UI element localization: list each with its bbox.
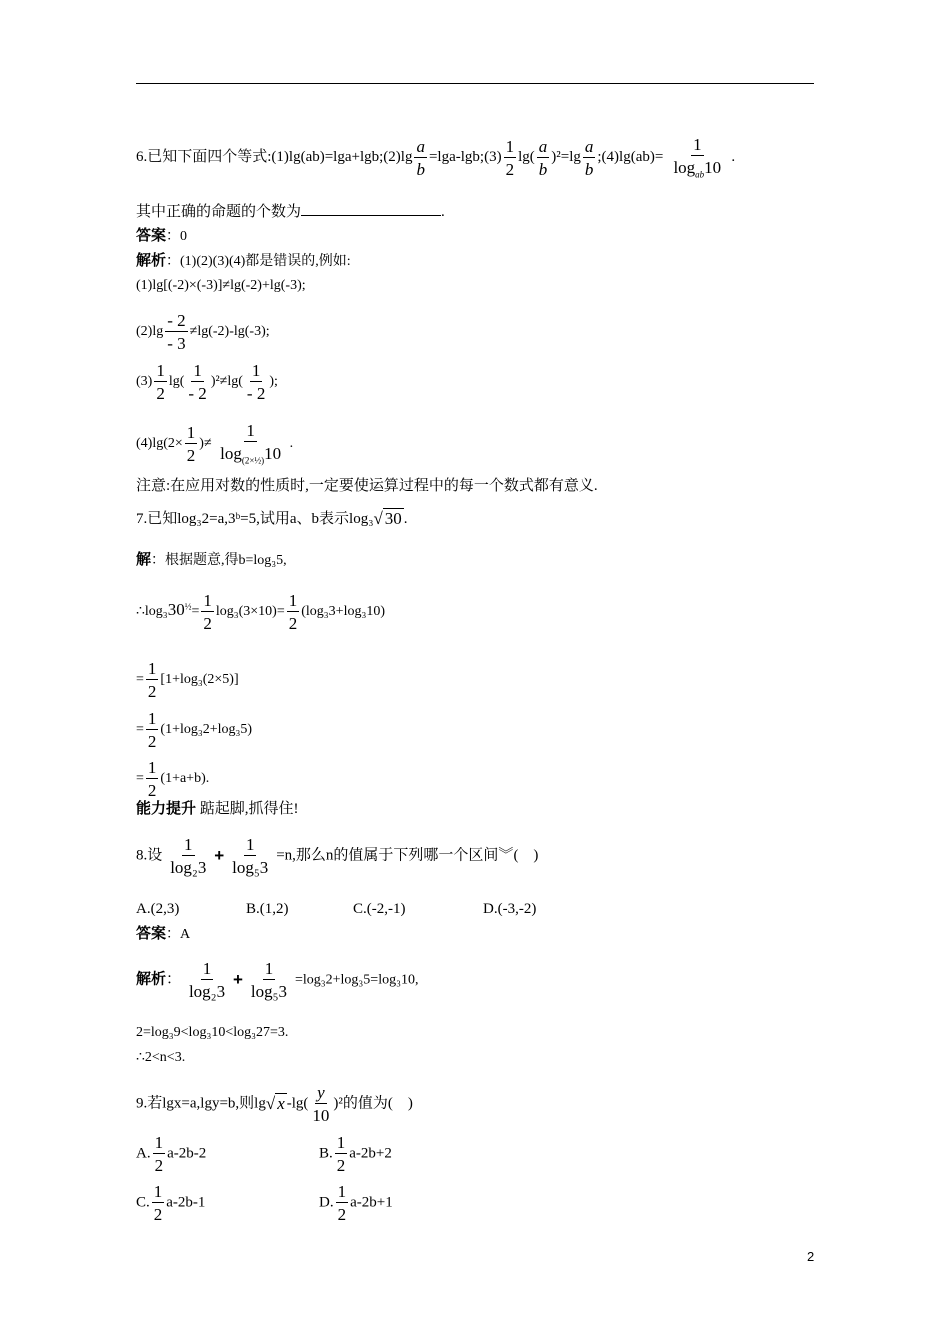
- q8-option-b[interactable]: B.(1,2): [246, 901, 289, 917]
- q8-option-a[interactable]: A.(2,3): [136, 901, 180, 917]
- sqrt-x: √ x: [265, 1093, 285, 1113]
- q6-analysis: 解析：(1)(2)(3)(4)都是错误的,例如:: [136, 252, 351, 269]
- fraction-a-over-b: $\frac{a}{b}$: [416, 136, 425, 179]
- q6-note: 注意:在应用对数的性质时,一定要使运算过程中的每一个数式都有意义.: [136, 478, 598, 494]
- q9-stem: 9.若lgx=a,lgy=b,则lg√ x -lg( $\frac{y}{10}$ )²的值为( ): [136, 1083, 413, 1125]
- q8-option-c[interactable]: C.(-2,-1): [353, 901, 406, 917]
- q6-example-3: (3) $\frac{1}{2}$ lg( $\frac{1}{- 2}$ )²≠lg( $\frac{1}{- 2}$ );: [136, 361, 278, 403]
- q8-option-d[interactable]: D.(-3,-2): [483, 901, 537, 917]
- answer-blank[interactable]: [301, 201, 441, 216]
- page-number: 2: [807, 1249, 815, 1264]
- q6-example-1: (1)lg[(-2)×(-3)]≠lg(-2)+lg(-3);: [136, 278, 306, 293]
- q9-option-a[interactable]: A. $\frac{1}{2}$ a-2b-2: [136, 1133, 207, 1175]
- fraction-a-over-b: $\frac{a}{b}$: [538, 136, 548, 179]
- q6-example-2: (2)lg $\frac{- 2}{- 3}$ ≠lg(-2)-lg(-3);: [136, 311, 270, 353]
- header-rule: [136, 83, 814, 84]
- q7-line-3: = $\frac{1}{2}$ (1+log₃2+log₃5): [136, 709, 253, 751]
- q6-answer: 答案：0: [136, 227, 188, 244]
- q6-ask: 其中正确的命题的个数为 .: [136, 201, 445, 222]
- q8-answer: 答案：A: [136, 925, 191, 942]
- sqrt-30: √ 30: [373, 509, 402, 529]
- q9-option-d[interactable]: D. $\frac{1}{2}$ a-2b+1: [319, 1182, 393, 1224]
- q7-solution: 解：根据题意,得b=log₃5,: [136, 551, 287, 568]
- q8-analysis-line-2: 2=log₃9<log₃10<log₃27=3.: [136, 1025, 289, 1040]
- fraction-a-over-b: $\frac{a}{b}$: [584, 136, 594, 179]
- q7-line-1: $\therefore\log_330^{\frac{1}{2}}=$ $\frac{1}{2}$ log₃(3×10)= $\frac{1}{2}$ (log₃3+log₃10): [136, 591, 385, 633]
- q6-example-4: (4)lg(2× $\frac{1}{2}$ )≠ $\frac{1}{\log_{(2\times\frac{1}{2})}10}$ .: [136, 421, 294, 466]
- q8-analysis: 解析： $\frac{1}{\text{log₂3}}$ + $\frac{1}{\text{log₅3}}$ =log₃2+log₃5=log₃10,: [136, 959, 419, 1001]
- fraction-half: $\frac{1}{2}$: [505, 136, 515, 179]
- section-heading: 能力提升 踮起脚,抓得住!: [136, 800, 299, 817]
- q9-option-b[interactable]: B. $\frac{1}{2}$ a-2b+2: [319, 1133, 392, 1175]
- pen-icon: ︾: [498, 847, 514, 864]
- fraction-one-over-log: $\frac{1}{\log_{ab}10}$: [673, 135, 722, 180]
- q7-stem: 7.已知log₃2=a,3ᵇ=5,试用a、b表示log₃√ 30 .: [136, 509, 408, 529]
- q8-stem: 8.设 $\frac{1}{\text{log₂3}}$ + $\frac{1}{\text{log₅3}}$ =n,那么n的值属于下列哪一个区间︾( ): [136, 835, 539, 877]
- q7-line-2: = $\frac{1}{2}$ [1+log₃(2×5)]: [136, 659, 239, 701]
- q8-analysis-line-3: ∴2<n<3.: [136, 1050, 186, 1065]
- q9-option-c[interactable]: C. $\frac{1}{2}$ a-2b-1: [136, 1182, 206, 1224]
- q6-stem: 6.已知下面四个等式:(1)lg(ab)=lga+lgb;(2)lg $\frac{a}{b}$ =lga-lgb;(3) $\frac{1}{2}$ lg( $\frac{a}{b}$ )²=lg $\frac{a}{b}$ ;(4)lg(ab)= $\frac{1}{\log_{ab}10}$ .: [136, 135, 736, 180]
- q7-line-4: = $\frac{1}{2}$ (1+a+b).: [136, 758, 210, 800]
